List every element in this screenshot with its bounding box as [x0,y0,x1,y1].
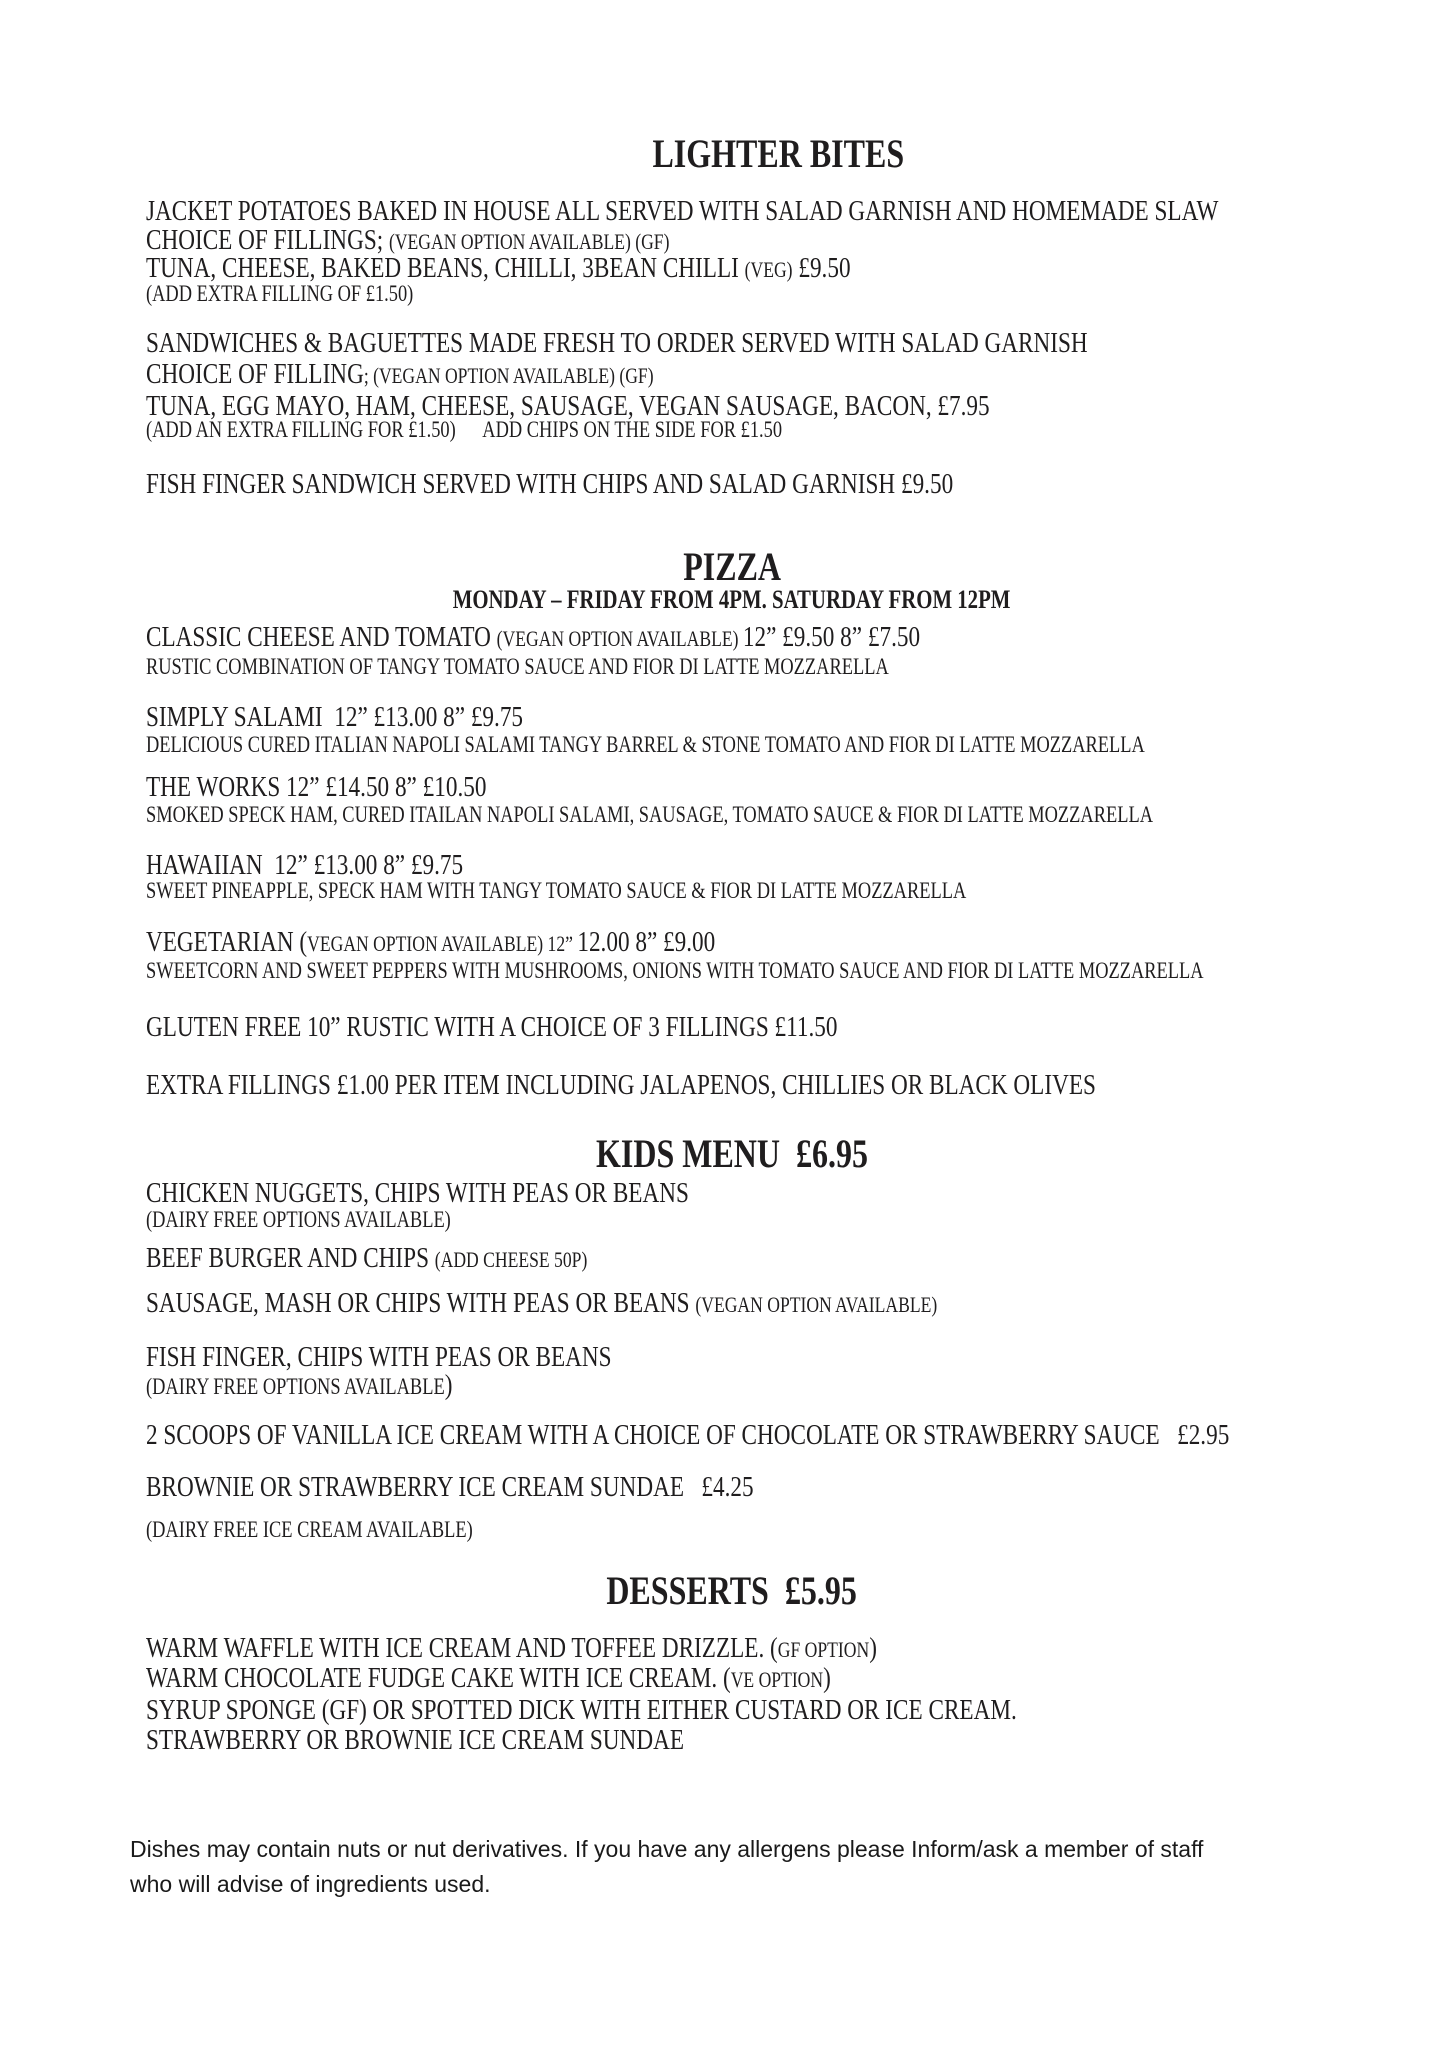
dessert-sundae-line [130,1710,819,1771]
fish-finger-sandwich-text: FISH FINGER SANDWICH SERVED WITH CHIPS AND SALAD GARNISH £9.50 [146,468,954,500]
pizza-vegetarian-desc [130,943,1448,998]
dairy-free-note: (DAIRY FREE OPTIONS AVAILABLE [146,1374,445,1399]
pizza-the-works-title: THE WORKS 12” £14.50 8” £10.50 [146,771,487,803]
dessert-waffle-text: WARM WAFFLE WITH ICE CREAM AND TOFFEE DRIZZLE. ( [146,1632,778,1664]
closing-paren: ) [869,1632,877,1664]
dairy-free-ice-cream-note: (DAIRY FREE ICE CREAM AVAILABLE) [146,1517,473,1542]
pizza-vegetarian-prices: 12.00 8” £9.00 [577,926,716,958]
pizza-the-works-desc-text: SMOKED SPECK HAM, CURED ITAILAN NAPOLI SALAMI, SAUSAGE, TOMATO SAUCE & FIOR DI LATTE MOZZARELLA [146,802,1153,827]
section-title-lighter-bites [46,118,1448,190]
section-title-text: KIDS MENU £6.95 [595,1131,869,1176]
vegan-option-note: ; (VEGAN OPTION AVAILABLE) (GF) [363,363,654,388]
pizza-gluten-free-line [130,997,1010,1058]
kids-sundae-text: BROWNIE OR STRAWBERRY ICE CREAM SUNDAE £4.25 [146,1471,754,1503]
closing-paren: ) [444,1369,453,1401]
sandwiches-line-4 [130,402,941,457]
kids-ice-cream-text: 2 SCOOPS OF VANILLA ICE CREAM WITH A CHOICE OF CHOCOLATE OR STRAWBERRY SAUCE £2.95 [146,1419,1230,1451]
kids-sausage-line [130,1273,1135,1334]
pizza-vegetarian-desc-text: SWEETCORN AND SWEET PEPPERS WITH MUSHROOMS, ONIONS WITH TOMATO SAUCE AND FIOR DI LATTE MOZZARELLA [146,958,1204,983]
pizza-classic-prices: 12” £9.50 8” £7.50 [742,621,921,653]
choice-of-filling-text: CHOICE OF FILLING [146,358,364,390]
pizza-classic-title: CLASSIC CHEESE AND TOMATO [146,621,497,653]
pizza-hawaiian-desc [130,863,1171,918]
pizza-hawaiian-desc-text: SWEET PINEAPPLE, SPECK HAM WITH TANGY TOMATO SAUCE & FIOR DI LATTE MOZZARELLA [146,878,967,903]
fillings-list-text: TUNA, CHEESE, BAKED BEANS, CHILLI, 3BEAN CHILLI [146,252,745,284]
extra-filling-chips-note: (ADD AN EXTRA FILLING FOR £1.50) ADD CHIPS ON THE SIDE FOR £1.50 [146,417,783,442]
pizza-vegetarian-title: VEGETARIAN ( [146,926,308,958]
closing-paren: ) [823,1662,831,1694]
pizza-classic-desc [130,639,1074,694]
section-title-text: LIGHTER BITES [652,131,904,176]
pizza-hawaiian-title: HAWAIIAN 12” £13.00 8” £9.75 [146,849,464,881]
sandwich-fillings-text: TUNA, EGG MAYO, HAM, CHEESE, SAUSAGE, VEGAN SAUSAGE, BACON, £7.95 [146,390,990,422]
kids-sausage-text: SAUSAGE, MASH OR CHIPS WITH PEAS OR BEANS [146,1287,696,1319]
pizza-the-works-desc [130,787,1405,842]
kids-fish-finger-text: FISH FINGER, CHIPS WITH PEAS OR BEANS [146,1341,612,1373]
kids-chicken-nuggets-text: CHICKEN NUGGETS, CHIPS WITH PEAS OR BEANS [146,1177,689,1209]
allergen-notice-line-2: who will advise of ingredients used. [130,1871,491,1897]
vegan-option-note: (VEGAN OPTION AVAILABLE) [496,626,743,651]
section-title-text: DESSERTS £5.95 [606,1568,858,1613]
jacket-price: £9.50 [792,252,851,284]
pizza-simply-salami-title: SIMPLY SALAMI 12” £13.00 8” £9.75 [146,701,524,733]
pizza-extra-fillings-line [130,1055,1333,1116]
pizza-gluten-free-text: GLUTEN FREE 10” RUSTIC WITH A CHOICE OF 3 FILLINGS £11.50 [146,1011,838,1043]
kids-beef-burger-text: BEEF BURGER AND CHIPS [146,1242,435,1274]
kids-dairy-free-ice-cream-note [130,1502,555,1557]
jacket-potatoes-text: JACKET POTATOES BAKED IN HOUSE ALL SERVED WITH SALAD GARNISH AND HOMEMADE SLAW [146,195,1219,227]
pizza-simply-salami-desc-text: DELICIOUS CURED ITALIAN NAPOLI SALAMI TANGY BARREL & STONE TOMATO AND FIOR DI LATTE MOZZARELLA [146,732,1145,757]
gf-option-note: GF OPTION [777,1637,870,1662]
add-cheese-note: (ADD CHEESE 50P) [434,1247,588,1272]
fish-finger-sandwich-line [130,454,1155,515]
dessert-sundae-text: STRAWBERRY OR BROWNIE ICE CREAM SUNDAE [146,1724,684,1756]
vegan-option-note: VEGAN OPTION AVAILABLE) 12” [307,931,578,956]
vegan-option-note: (VEGAN OPTION AVAILABLE) (GF) [388,229,670,254]
veg-note: (VEG) [744,257,793,282]
pizza-extra-fillings-text: EXTRA FILLINGS £1.00 PER ITEM INCLUDING JALAPENOS, CHILLIES OR BLACK OLIVES [146,1069,1096,1101]
allergen-notice-line-1: Dishes may contain nuts or nut derivatives. If you have any allergens please Inform/ask a member of staff [130,1836,1204,1862]
dessert-syrup-sponge-text: SYRUP SPONGE (GF) OR SPOTTED DICK WITH EITHER CUSTARD OR ICE CREAM. [146,1694,1017,1726]
extra-filling-note: (ADD EXTRA FILLING OF £1.50) [146,281,414,306]
choice-of-fillings-text: CHOICE OF FILLINGS; [146,224,389,256]
section-title-text: PIZZA [683,544,781,589]
ve-option-note: VE OPTION [730,1667,824,1692]
dairy-free-note: (DAIRY FREE OPTIONS AVAILABLE) [146,1207,451,1232]
pizza-hours-text: MONDAY – FRIDAY FROM 4PM. SATURDAY FROM 12PM [453,585,1011,614]
dessert-fudge-cake-text: WARM CHOCOLATE FUDGE CAKE WITH ICE CREAM. ( [146,1662,731,1694]
vegan-option-note: (VEGAN OPTION AVAILABLE) [695,1292,938,1317]
pizza-classic-desc-text: RUSTIC COMBINATION OF TANGY TOMATO SAUCE AND FIOR DI LATTE MOZZARELLA [146,654,889,679]
section-title-desserts [0,1555,1448,1627]
sandwiches-text: SANDWICHES & BAGUETTES MADE FRESH TO ORDER SERVED WITH SALAD GARNISH [146,327,1088,359]
